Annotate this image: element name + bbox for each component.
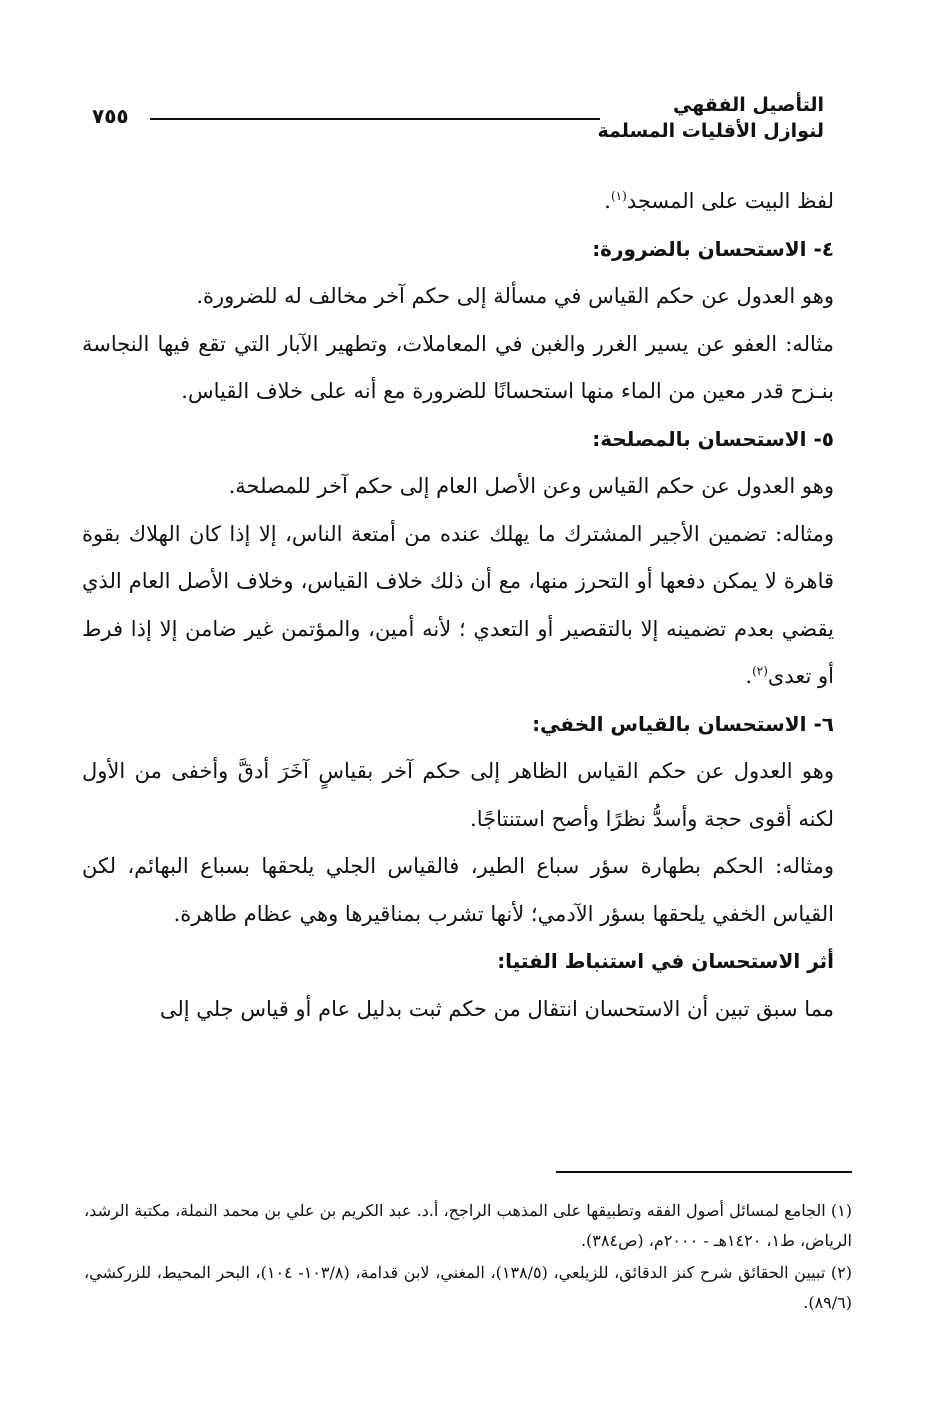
footnote-separator: [556, 1171, 852, 1173]
paragraph-6: وهو العدول عن حكم القياس الظاهر إلى حكم آخر بقياسٍ آخَرَ أدقَّ وأخفى من الأول لكنه أقوى حجة وأسدُّ نظرًا وأصح استنتاجًا.: [82, 759, 834, 831]
footnote-ref-2[interactable]: (٢): [752, 664, 768, 678]
header-title-line2: لنوازل الأقليات المسلمة: [597, 120, 824, 142]
footnote-2: (٢) تبيين الحقائق شرح كنز الدقائق، للزيلعي، (١٣٨/٥)، المغني، لابن قدامة، (١٠٣/٨- ١٠٤)، البحر المحيط، للزركشي، (٨٩/٦).: [84, 1263, 853, 1312]
running-header: [92, 92, 824, 152]
main-text: [82, 178, 834, 1033]
paragraph-5: [82, 511, 834, 701]
paragraph-3: مثاله: العفو عن يسير الغرر والغبن في المعاملات، وتطهير الآبار التي تقع فيها النجاسة بنـزح قدر معين من الماء منها استحسانًا للضرورة مع أنه على خلاف القياس.: [82, 331, 834, 403]
header-title: [597, 92, 824, 144]
paragraph-2: وهو العدول عن حكم القياس في مسألة إلى حكم آخر مخالف له للضرورة.: [196, 284, 834, 308]
section-heading-4: ٤- الاستحسان بالضرورة:: [592, 236, 834, 261]
footnote-1: (١) الجامع لمسائل أصول الفقه وتطبيقها على المذهب الراجح، أ.د. عبد الكريم بن علي بن محمد النملة، مكتبة الرشد، الرياض، ط١، ١٤٢٠هـ - ٢٠٠٠م، (ص٣٨٤).: [84, 1201, 852, 1250]
section-heading-6: ٦- الاستحسان بالقياس الخفي:: [532, 711, 834, 736]
paragraph-1: [82, 178, 834, 226]
header-title-line1: التأصيل الفقهي: [673, 94, 824, 116]
header-rule: [150, 118, 600, 120]
footnote-ref-1[interactable]: (١): [610, 189, 627, 203]
section-heading-7: أثر الاستحسان في استنباط الفتيا:: [497, 949, 834, 973]
paragraph-5-text: ومثاله: تضمين الأجير المشترك ما يهلك عنده من أمتعة الناس، إلا إذا كان الهلاك بقوة قاهرة لا يمكن دفعها أو التحرز منها، مع أن ذلك خلاف القياس، وخلاف الأصل العام الذي يقضي بعدم تضمينه إلا بالتقصير أو التعدي ؛ لأنه أمين، والمؤتمن غير ضامن إلا إذا فرط أو تعدى: [82, 521, 834, 688]
section-heading-5: ٥- الاستحسان بالمصلحة:: [592, 426, 834, 451]
paragraph-1-text: لفظ البيت على المسجد: [626, 189, 834, 213]
paragraph-8: مما سبق تبين أن الاستحسان انتقال من حكم ثبت بدليل عام أو قياس جلي إلى: [159, 996, 834, 1021]
page-number: ٧٥٥: [92, 104, 129, 128]
paragraph-1-end: .: [604, 189, 611, 213]
footnotes: [84, 1196, 852, 1320]
paragraph-7: ومثاله: الحكم بطهارة سؤر سباع الطير، فالقياس الجلي يلحقها بسباع البهائم، لكن القياس الخفي يلحقها بسؤر الآدمي؛ لأنها تشرب بمناقيرها وهي عظام طاهرة.: [82, 854, 834, 926]
paragraph-4: وهو العدول عن حكم القياس وعن الأصل العام إلى حكم آخر للمصلحة.: [228, 474, 834, 498]
paragraph-5-end: .: [745, 664, 753, 688]
